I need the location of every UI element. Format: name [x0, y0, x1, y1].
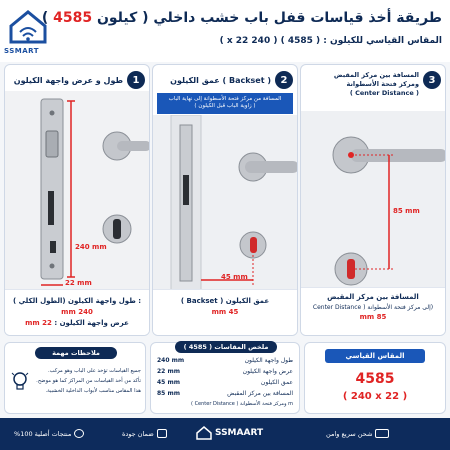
- backset-explanation-line1: المسافة من مركز فتحة الأسطوانة إلى نهاية الباب: [168, 96, 282, 102]
- summary-table: [157, 355, 293, 410]
- footer-brand-name: SSMAART: [215, 428, 264, 438]
- step-number-1: 1: [127, 71, 145, 89]
- note-item: تأكد من أخذ القياسات من المراكز كما هو موضح.: [36, 377, 141, 384]
- step-number-2: 2: [275, 71, 293, 89]
- step-number-3: 3: [423, 71, 441, 89]
- footer-brand: [196, 426, 263, 440]
- page-footer: [0, 418, 450, 450]
- title-close: ): [41, 10, 49, 26]
- panel1-title-text: طول و عرض واجهة الكيلون: [13, 75, 123, 85]
- summary-label: طول واجهة الكيلون: [244, 357, 293, 364]
- footer-shipping-text: شحن سريع وامن: [326, 429, 373, 438]
- panel2-title: [157, 69, 293, 91]
- backset-dimension: 45 mm: [221, 273, 248, 281]
- summary-card: [150, 342, 300, 414]
- summary-row: [157, 377, 293, 388]
- backset-explanation-line2: ( زاوية الباب قبل الكيلون ): [194, 103, 256, 110]
- center-distance-illustration: [301, 111, 446, 291]
- panel-center-distance: [300, 64, 446, 336]
- standard-card: [304, 342, 446, 414]
- page-title: [42, 10, 442, 26]
- length-label: : طول واجهة الكيلون (الطول الكلي ): [12, 297, 142, 305]
- house-logo-icon: [196, 426, 212, 440]
- width-dimension-label: 22 mm: [65, 279, 92, 287]
- footer-shipping: [326, 429, 389, 438]
- summary-value: 45 mm: [157, 379, 180, 386]
- backset-illustration: [153, 115, 298, 291]
- title-code: 4585: [53, 10, 93, 26]
- page-header: [0, 0, 450, 62]
- summary-row: [157, 355, 293, 366]
- note-item: جميع القياسات تؤخذ على الباب وهو مركب.: [47, 368, 141, 374]
- footer-warranty: [122, 429, 167, 438]
- panel3-title: [305, 71, 441, 98]
- standard-heading: المقاس القياسي: [325, 349, 425, 363]
- summary-last-text: m ومركز فتحة الأسطوانة ( Center Distance ): [191, 401, 293, 407]
- lightbulb-icon: [11, 371, 29, 393]
- center-distance-dimension: 85 mm: [393, 207, 420, 215]
- summary-value: 22 mm: [157, 368, 180, 375]
- summary-row: [157, 388, 293, 399]
- summary-label: عمق الكيلون: [260, 379, 293, 386]
- center-distance-label2: (إلى مركز فتحة الأسطوانة ( Center Distance: [312, 303, 434, 311]
- badge-icon: [74, 429, 84, 438]
- backset-label: عمق الكيلون ( Backset ): [180, 297, 270, 305]
- standard-size: ( 240 x 22 ): [342, 391, 408, 402]
- width-label: عرض واجهة الكيلون :: [54, 319, 129, 328]
- summary-row-last: [157, 399, 293, 410]
- panel1-footer: [5, 289, 149, 335]
- note-item: هذا المقاس مناسب لأبواب الداخلية الخشبية.: [45, 387, 141, 394]
- panel3-footer: [301, 287, 445, 335]
- panel1-title: [9, 69, 145, 91]
- lock-faceplate-illustration: [5, 91, 150, 291]
- title-text: طريقة أخذ قياسات قفل باب خشب داخلي ( كيلون: [96, 10, 442, 26]
- footer-quality-text: منتجات أصلية 100%: [14, 429, 72, 438]
- shield-icon: [157, 429, 167, 438]
- panel3-title-line1: المسافة بين مركز المقبض: [333, 71, 419, 79]
- length-value: 240 mm: [61, 308, 93, 317]
- notes-heading: ملاحظات مهمة: [35, 347, 117, 359]
- panel3-title-line3: ( Center Distance ): [349, 89, 419, 98]
- summary-heading: ملخص المقاسات ( 4585 ): [175, 341, 277, 353]
- height-dimension: 240 mm: [75, 243, 107, 251]
- notes-list: [33, 367, 141, 397]
- summary-row: [157, 366, 293, 377]
- summary-label: المسافة بين مركز المقبض: [227, 390, 293, 397]
- panel2-footer: [153, 289, 297, 335]
- backset-explanation: [157, 93, 293, 114]
- summary-label: عرض واجهة الكيلون: [242, 368, 293, 375]
- brand-name: SSMART: [4, 47, 40, 55]
- summary-value: 85 mm: [157, 390, 180, 397]
- panel-backset: [152, 64, 298, 336]
- panel-length-width: [4, 64, 150, 336]
- width-value: 22 mm: [25, 319, 52, 328]
- panel2-title-text: عمق الكيلون ( Backset ): [170, 75, 271, 85]
- summary-value: 240 mm: [157, 357, 185, 364]
- footer-quality: [14, 429, 84, 438]
- footer-warranty-text: ضمان جودة: [122, 429, 154, 438]
- notes-card: [4, 342, 146, 414]
- center-distance-value: 85 mm: [359, 312, 387, 321]
- page-subtitle: المقاس القياسي للكيلون : ( 4585 ) ( 240 x 22 ): [219, 36, 442, 46]
- backset-value: 45 mm: [211, 308, 239, 317]
- center-distance-label1: المسافة بين مركز المقبض: [327, 293, 419, 301]
- panel3-title-line2: ومركز فتحة الأسطوانة: [346, 80, 419, 89]
- standard-code: 4585: [355, 371, 395, 387]
- truck-icon: [375, 429, 389, 438]
